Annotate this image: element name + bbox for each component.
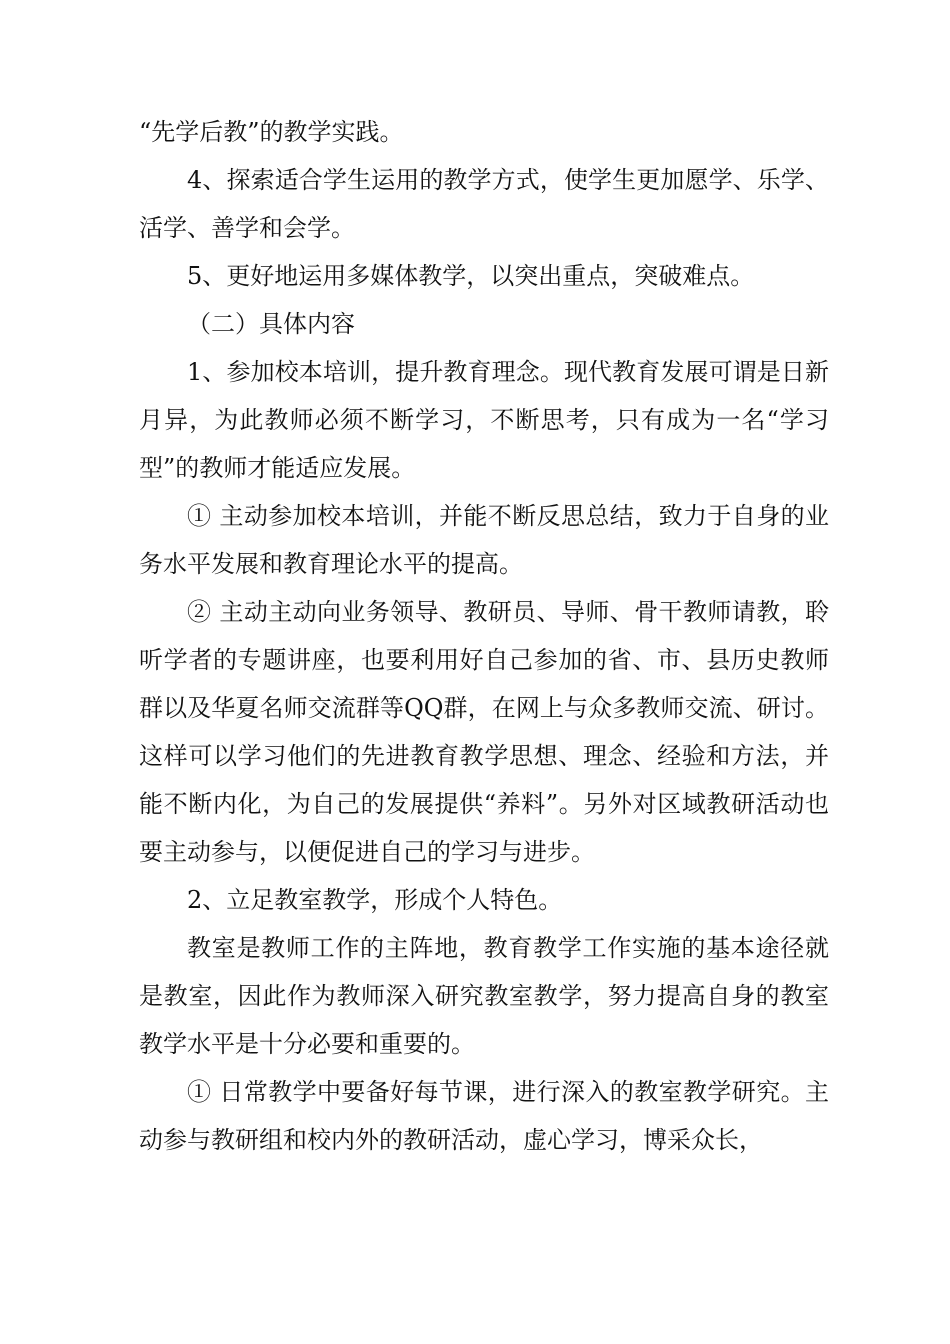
paragraph-continuation: “先学后教”的教学实践。 [139, 118, 404, 146]
paragraph-item-2-classroom: 2、立足教室教学，形成个人特色。 [187, 886, 563, 914]
paragraph-item-5: 5、更好地运用多媒体教学，以突出重点，突破难点。 [187, 262, 755, 290]
paragraph-subitem-1-daily: ① 日常教学中要备好每节课，进行深入的教室教学研究。主动参与教研组和校内外的教研活动，虚心学习，博采众长， [139, 1078, 829, 1154]
paragraph-item-4: 4、探索适合学生运用的教学方式，使学生更加愿学、乐学、活学、善学和会学。 [139, 166, 829, 242]
paragraph-subitem-2: ② 主动主动向业务领导、教研员、导师、骨干教师请教，聆听学者的专题讲座，也要利用好自己参加的省、市、县历史教师群以及华夏名师交流群等QQ群，在网上与众多教师交流、研讨。这样可以学习他们的先进教育教学思想、理念、经验和方法，并能不断内化，为自己的发展提供“养料”。另外对区域教研活动也要主动参与，以便促进自己的学习与进步。 [139, 598, 829, 866]
section-heading-specific-content: （二）具体内容 [187, 310, 355, 338]
paragraph-classroom-intro: 教室是教师工作的主阵地，教育教学工作实施的基本途径就是教室，因此作为教师深入研究教室教学，努力提高自身的教室教学水平是十分必要和重要的。 [139, 934, 829, 1058]
document-body [139, 108, 829, 1164]
paragraph-subitem-1: ① 主动参加校本培训，并能不断反思总结，致力于自身的业务水平发展和教育理论水平的提高。 [139, 502, 829, 578]
paragraph-item-1-training: 1、参加校本培训，提升教育理念。现代教育发展可谓是日新月异，为此教师必须不断学习，不断思考，只有成为一名“学习型”的教师才能适应发展。 [139, 358, 829, 482]
